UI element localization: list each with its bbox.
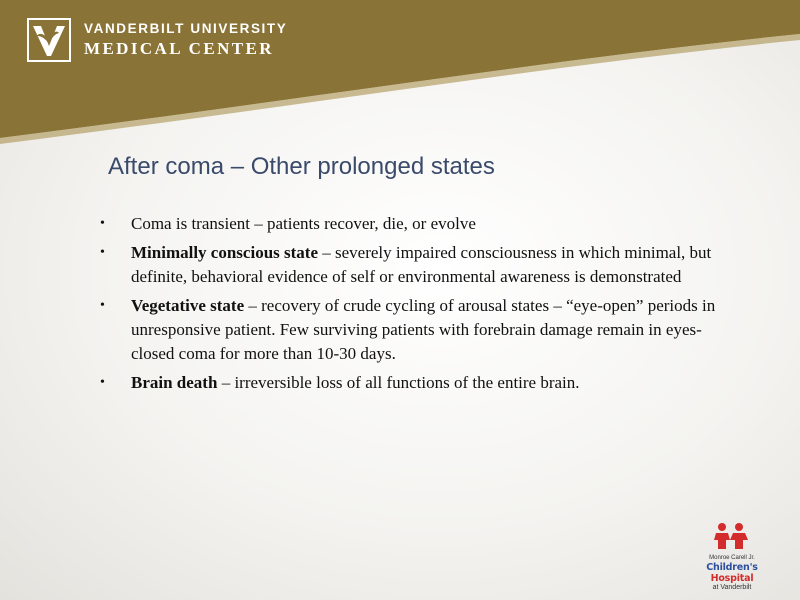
childrens-logo-name-part2: Hospital <box>710 573 754 584</box>
childrens-figures-icon <box>712 522 752 550</box>
childrens-logo-name <box>692 562 772 584</box>
bullet-text: Coma is transient – patients recover, die, or evolve <box>131 214 476 233</box>
childrens-hospital-logo <box>692 522 772 591</box>
bullet-dot-icon: • <box>100 216 105 231</box>
childrens-logo-bottom-text: at Vanderbilt <box>712 584 752 591</box>
bullet-term: Brain death <box>131 373 218 392</box>
bullet-item <box>100 371 720 395</box>
bullet-term: Minimally conscious state <box>131 243 318 262</box>
bullet-list <box>100 212 720 400</box>
childrens-logo-top-text: Monroe Carell Jr. <box>709 555 755 561</box>
bullet-item <box>100 294 720 366</box>
slide-title: After coma – Other prolonged states <box>108 153 495 180</box>
bullet-dot-icon: • <box>100 298 105 313</box>
bullet-item <box>100 241 720 289</box>
bullet-dot-icon: • <box>100 245 105 260</box>
brand-university-name: VANDERBILT UNIVERSITY <box>84 21 288 36</box>
bullet-dot-icon: • <box>100 375 105 390</box>
childrens-logo-name-part1: Children's <box>706 562 758 573</box>
bullet-text: – severely impaired consciousness in which minimal, but definite, behavioral evidence of self or environmental awareness is demonstrated <box>131 243 712 286</box>
bullet-term: Vegetative state <box>131 296 245 315</box>
bullet-text: – recovery of crude cycling of arousal states – “eye-open” periods in unresponsive patient. Few surviving patients with forebrain damage remain in eyes-closed coma for more than 10-30 days. <box>131 296 716 363</box>
vanderbilt-oak-leaf-logo-icon <box>27 18 71 62</box>
bullet-text: – irreversible loss of all functions of the entire brain. <box>217 373 580 392</box>
bullet-item <box>100 212 720 236</box>
brand-medical-center: MEDICAL CENTER <box>84 39 274 58</box>
